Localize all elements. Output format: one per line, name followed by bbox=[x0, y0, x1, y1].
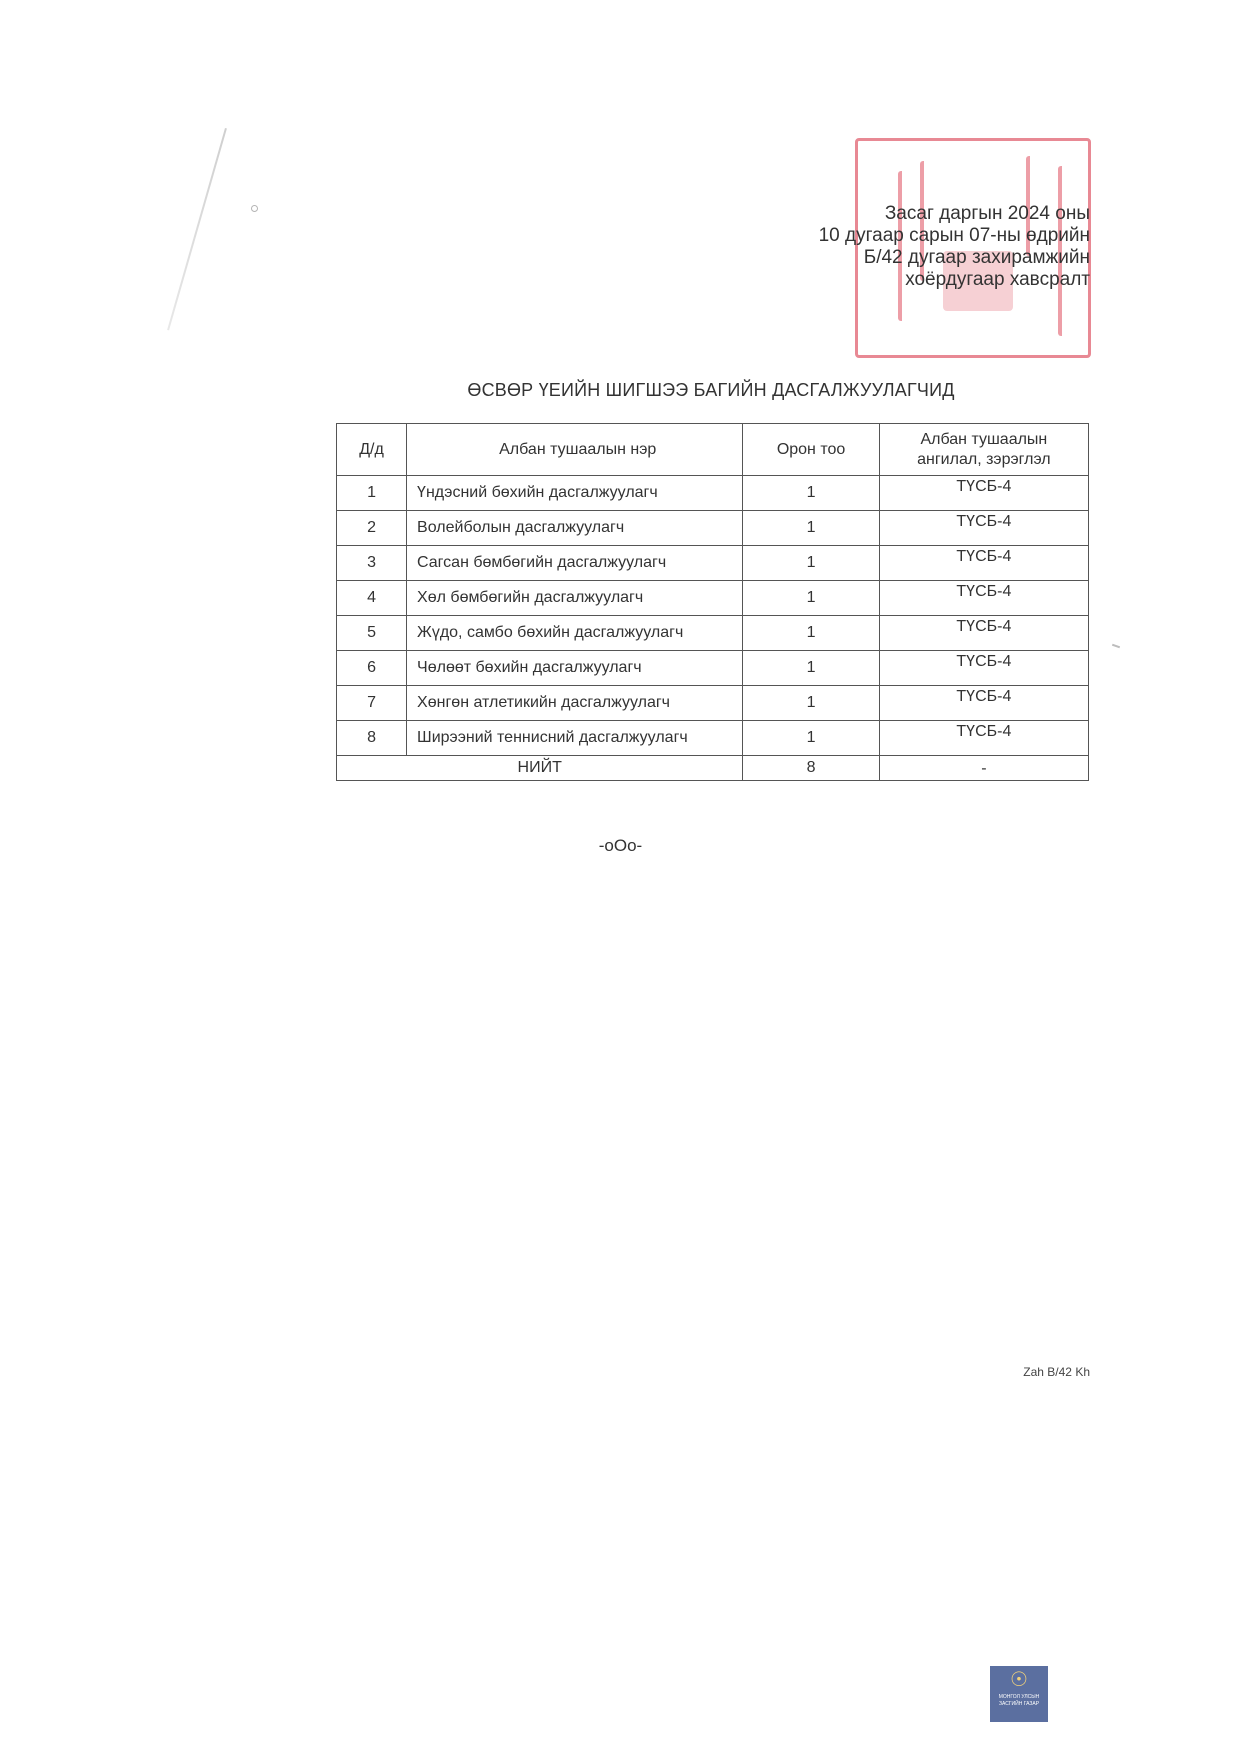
table-row bbox=[337, 581, 1089, 616]
table-header-row bbox=[337, 424, 1089, 476]
cell-grade: ТҮСБ-4 bbox=[879, 651, 1088, 686]
total-label: НИЙТ bbox=[337, 756, 743, 781]
emblem-text: МОНГОЛ УЛСЫН ЗАСГИЙН ГАЗАР bbox=[998, 1694, 1040, 1707]
cell-position-name: Сагсан бөмбөгийн дасгалжуулагч bbox=[407, 546, 743, 581]
scan-artifact-tick bbox=[1112, 644, 1120, 649]
cell-no: 3 bbox=[337, 546, 407, 581]
scan-artifact-dot bbox=[251, 205, 258, 212]
cell-grade: ТҮСБ-4 bbox=[879, 616, 1088, 651]
cell-count: 1 bbox=[743, 651, 879, 686]
cell-position-name: Чөлөөт бөхийн дасгалжуулагч bbox=[407, 651, 743, 686]
cell-count: 1 bbox=[743, 511, 879, 546]
cell-position-name: Жүдо, самбо бөхийн дасгалжуулагч bbox=[407, 616, 743, 651]
header-count: Орон тоо bbox=[743, 424, 879, 476]
cell-no: 6 bbox=[337, 651, 407, 686]
cell-grade: ТҮСБ-4 bbox=[879, 511, 1088, 546]
header-position-name: Албан тушаалын нэр bbox=[407, 424, 743, 476]
table-row bbox=[337, 721, 1089, 756]
cell-count: 1 bbox=[743, 616, 879, 651]
cell-no: 4 bbox=[337, 581, 407, 616]
cell-count: 1 bbox=[743, 546, 879, 581]
appendix-note bbox=[819, 203, 1090, 291]
cell-grade: ТҮСБ-4 bbox=[879, 476, 1088, 511]
table-row bbox=[337, 511, 1089, 546]
appendix-note-line: Б/42 дугаар захирамжийн bbox=[863, 247, 1090, 268]
cell-count: 1 bbox=[743, 476, 879, 511]
table-row bbox=[337, 686, 1089, 721]
total-count: 8 bbox=[743, 756, 879, 781]
cell-position-name: Үндэсний бөхийн дасгалжуулагч bbox=[407, 476, 743, 511]
header-grade bbox=[879, 424, 1088, 476]
table-row bbox=[337, 476, 1089, 511]
cell-position-name: Волейболын дасгалжуулагч bbox=[407, 511, 743, 546]
cell-position-name: Хөнгөн атлетикийн дасгалжуулагч bbox=[407, 686, 743, 721]
cell-no: 7 bbox=[337, 686, 407, 721]
total-row bbox=[337, 756, 1089, 781]
cell-count: 1 bbox=[743, 686, 879, 721]
cell-position-name: Ширээний теннисний дасгалжуулагч bbox=[407, 721, 743, 756]
government-emblem bbox=[990, 1666, 1048, 1722]
header-no: Д/д bbox=[337, 424, 407, 476]
document-code: Zah B/42 Kh bbox=[1023, 1365, 1090, 1379]
table-row bbox=[337, 546, 1089, 581]
soyombo-emblem-icon: ☉ bbox=[1010, 1669, 1028, 1691]
document-title: ӨСВӨР ҮЕИЙН ШИГШЭЭ БАГИЙН ДАСГАЛЖУУЛАГЧИД bbox=[467, 380, 955, 400]
cell-count: 1 bbox=[743, 581, 879, 616]
table-row bbox=[337, 616, 1089, 651]
header-grade-line: ангилал, зэрэглэл bbox=[917, 450, 1051, 468]
cell-grade: ТҮСБ-4 bbox=[879, 581, 1088, 616]
scan-artifact-line bbox=[167, 128, 227, 330]
cell-count: 1 bbox=[743, 721, 879, 756]
cell-position-name: Хөл бөмбөгийн дасгалжуулагч bbox=[407, 581, 743, 616]
cell-grade: ТҮСБ-4 bbox=[879, 721, 1088, 756]
appendix-note-line: Засаг даргын 2024 оны bbox=[884, 203, 1090, 224]
end-of-document-mark: -oOo- bbox=[598, 836, 643, 855]
cell-no: 1 bbox=[337, 476, 407, 511]
appendix-note-line: хоёрдугаар хавсралт bbox=[905, 269, 1090, 290]
cell-no: 8 bbox=[337, 721, 407, 756]
total-grade: - bbox=[879, 756, 1088, 781]
staff-table bbox=[336, 423, 1089, 781]
appendix-note-line: 10 дугаар сарын 07-ны өдрийн bbox=[818, 225, 1090, 246]
header-grade-line: Албан тушаалын bbox=[920, 430, 1048, 448]
cell-grade: ТҮСБ-4 bbox=[879, 686, 1088, 721]
cell-no: 5 bbox=[337, 616, 407, 651]
cell-grade: ТҮСБ-4 bbox=[879, 546, 1088, 581]
table-row bbox=[337, 651, 1089, 686]
cell-no: 2 bbox=[337, 511, 407, 546]
